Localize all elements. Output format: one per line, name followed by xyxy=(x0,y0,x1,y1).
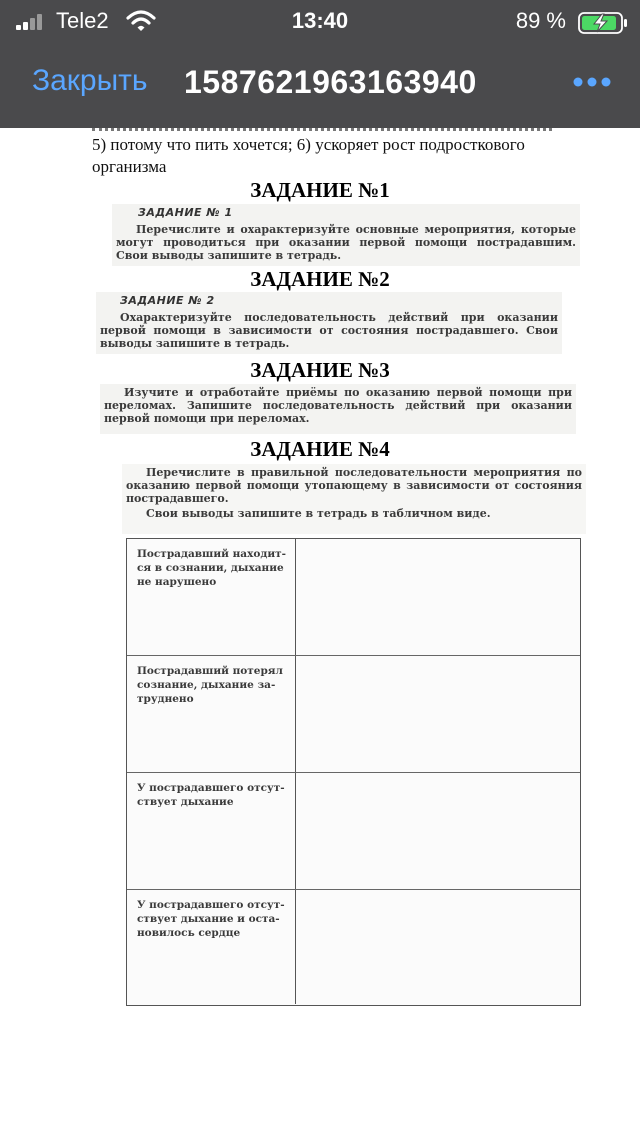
table-answer-cell xyxy=(296,773,580,889)
carrier-name: Tele2 xyxy=(56,8,109,33)
close-button[interactable]: Закрыть xyxy=(32,64,148,97)
table-row xyxy=(127,890,580,1004)
table-answer-cell xyxy=(296,890,580,1004)
task-4-heading: ЗАДАНИЕ №4 xyxy=(250,437,390,461)
table-row-label: У пострадавшего отсут-ствует дыхание и оста-новилось сердце xyxy=(127,890,296,1004)
battery-charging-icon xyxy=(578,12,628,34)
table-row xyxy=(127,656,580,773)
table-row xyxy=(127,773,580,890)
task-1-block xyxy=(112,204,580,266)
task-4-text: Перечислите в правильной последовательности мероприятия по оказанию первой помощи утопающему в зависимости от состояния пострадавшего. xyxy=(126,466,582,505)
app-header xyxy=(0,0,640,128)
task-4-block xyxy=(122,464,586,534)
table-row xyxy=(127,539,580,656)
task-4-text-2: Свои выводы запишите в тетрадь в табличном виде. xyxy=(146,507,491,520)
task-2-book-label: ЗАДАНИЕ № 2 xyxy=(120,294,215,307)
status-bar xyxy=(0,0,640,44)
page-title: 1587621963163940 xyxy=(184,64,477,100)
battery-percent: 89 % xyxy=(515,8,566,33)
task-2-text: Охарактеризуйте последовательность действий при оказании первой помощи в зависимости от состояния пострадавшего. Свои выводы запишите в тетрадь. xyxy=(100,311,558,350)
task-3-block xyxy=(100,384,576,434)
answer-table xyxy=(126,538,581,1006)
document-image[interactable] xyxy=(0,128,640,1136)
table-row-label: Пострадавший находит-ся в сознании, дыхание не нарушено xyxy=(127,539,296,655)
table-answer-cell xyxy=(296,656,580,772)
table-row-label: Пострадавший потерял сознание, дыхание за-труднено xyxy=(127,656,296,772)
task-1-book-label: ЗАДАНИЕ № 1 xyxy=(138,206,233,219)
task-2-block xyxy=(96,292,562,354)
more-dots-icon[interactable] xyxy=(572,70,612,94)
clock: 13:40 xyxy=(291,8,349,33)
table-answer-cell xyxy=(296,539,580,655)
intro-text: 5) потому что пить хочется; 6) ускоряет рост подросткового организма xyxy=(92,135,525,176)
task-2-heading: ЗАДАНИЕ №2 xyxy=(250,267,390,291)
table-row-label: У пострадавшего отсут-ствует дыхание xyxy=(127,773,296,889)
task-1-heading: ЗАДАНИЕ №1 xyxy=(250,178,390,202)
task-3-heading: ЗАДАНИЕ №3 xyxy=(250,358,390,382)
task-3-text: Изучите и отработайте приёмы по оказанию первой помощи при переломах. Запишите последовательность действий при оказании первой помощи при переломах. xyxy=(104,386,572,425)
task-1-text: Перечислите и охарактеризуйте основные мероприятия, которые могут проводиться при оказании первой помощи пострадавшим. Свои выводы запишите в тетрадь. xyxy=(116,223,576,262)
